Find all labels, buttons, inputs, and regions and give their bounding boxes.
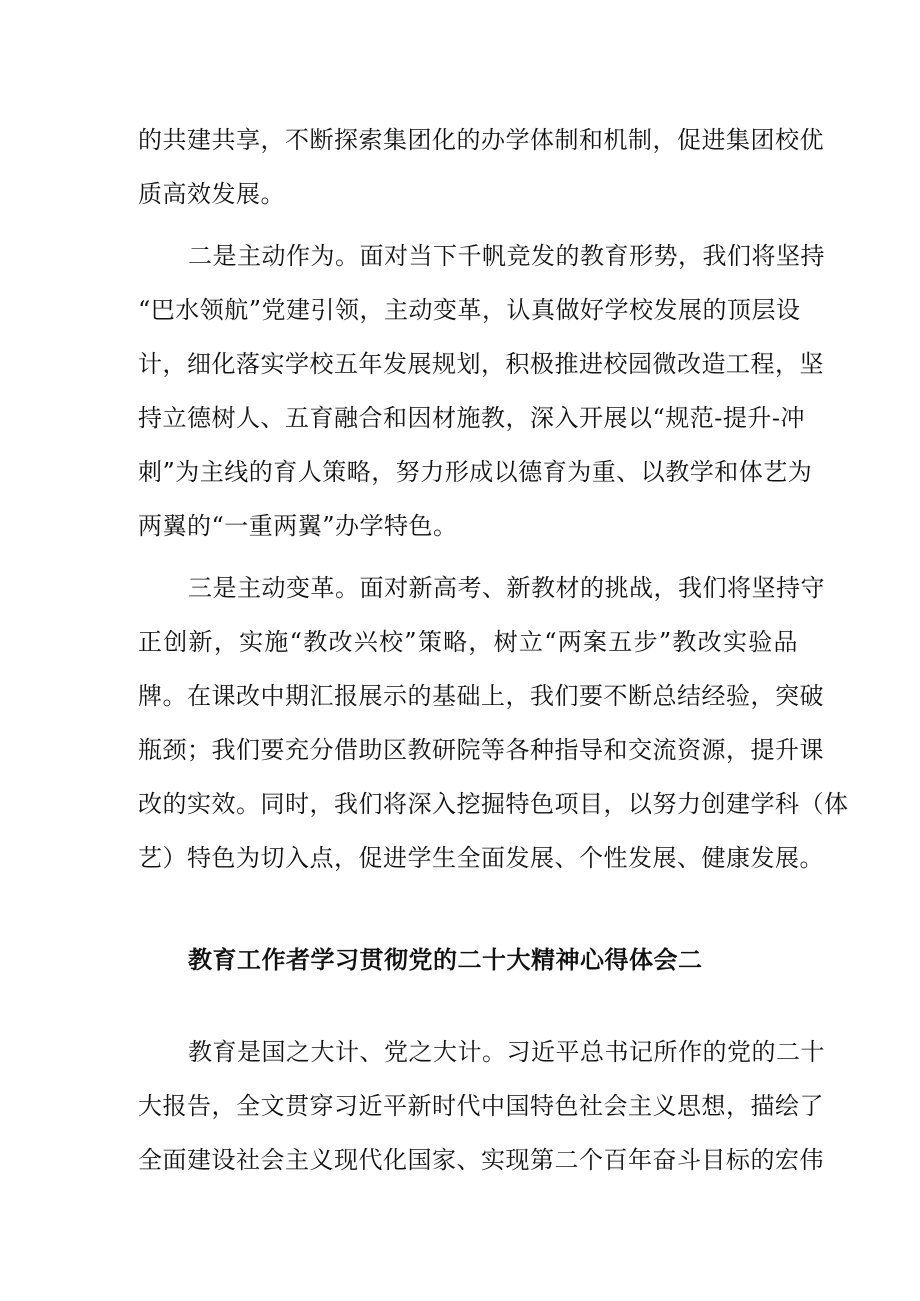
paragraph-2-line-6: 两翼的“一重两翼”办学特色。 [138,512,458,540]
section-heading: 教育工作者学习贯彻党的二十大精神心得体会二 [188,946,703,974]
paragraph-3-line-6: 艺）特色为切入点，促进学生全面发展、个性发展、健康发展。 [138,844,824,872]
paragraph-1-line-2: 质高效发展。 [138,180,285,208]
paragraph-1-line-1: 的共建共享，不断探索集团化的办学体制和机制，促进集团校优 [138,126,824,154]
paragraph-2-line-5: 刺”为主线的育人策略，努力形成以德育为重、以教学和体艺为 [138,458,813,486]
paragraph-3-line-3: 牌。在课改中期汇报展示的基础上，我们要不断总结经验，突破 [138,682,824,710]
paragraph-4-line-3: 全面建设社会主义现代化国家、实现第二个百年奋斗目标的宏伟 [138,1146,824,1174]
paragraph-4-line-2: 大报告，全文贯穿习近平新时代中国特色社会主义思想，描绘了 [138,1092,824,1120]
paragraph-3-line-2: 正创新，实施“教改兴校”策略，树立“两案五步”教改实验品 [138,628,798,656]
paragraph-2-line-1: 二是主动作为。面对当下千帆竞发的教育形势，我们将坚持 [188,242,825,270]
paragraph-2-line-4: 持立德树人、五育融合和因材施教，深入开展以“规范-提升-冲 [138,404,805,432]
paragraph-2-line-3: 计，细化落实学校五年发展规划，积极推进校园微改造工程，坚 [138,350,824,378]
paragraph-3-line-4: 瓶颈；我们要充分借助区教研院等各种指导和交流资源，提升课 [138,736,824,764]
paragraph-4-line-1: 教育是国之大计、党之大计。习近平总书记所作的党的二十 [188,1038,825,1066]
paragraph-3-line-5: 改的实效。同时，我们将深入挖掘特色项目，以努力创建学科（体 [138,790,849,818]
paragraph-3-line-1: 三是主动变革。面对新高考、新教材的挑战，我们将坚持守 [188,574,825,602]
paragraph-2-line-2: “巴水领航”党建引领，主动变革，认真做好学校发展的顶层设 [138,296,801,324]
